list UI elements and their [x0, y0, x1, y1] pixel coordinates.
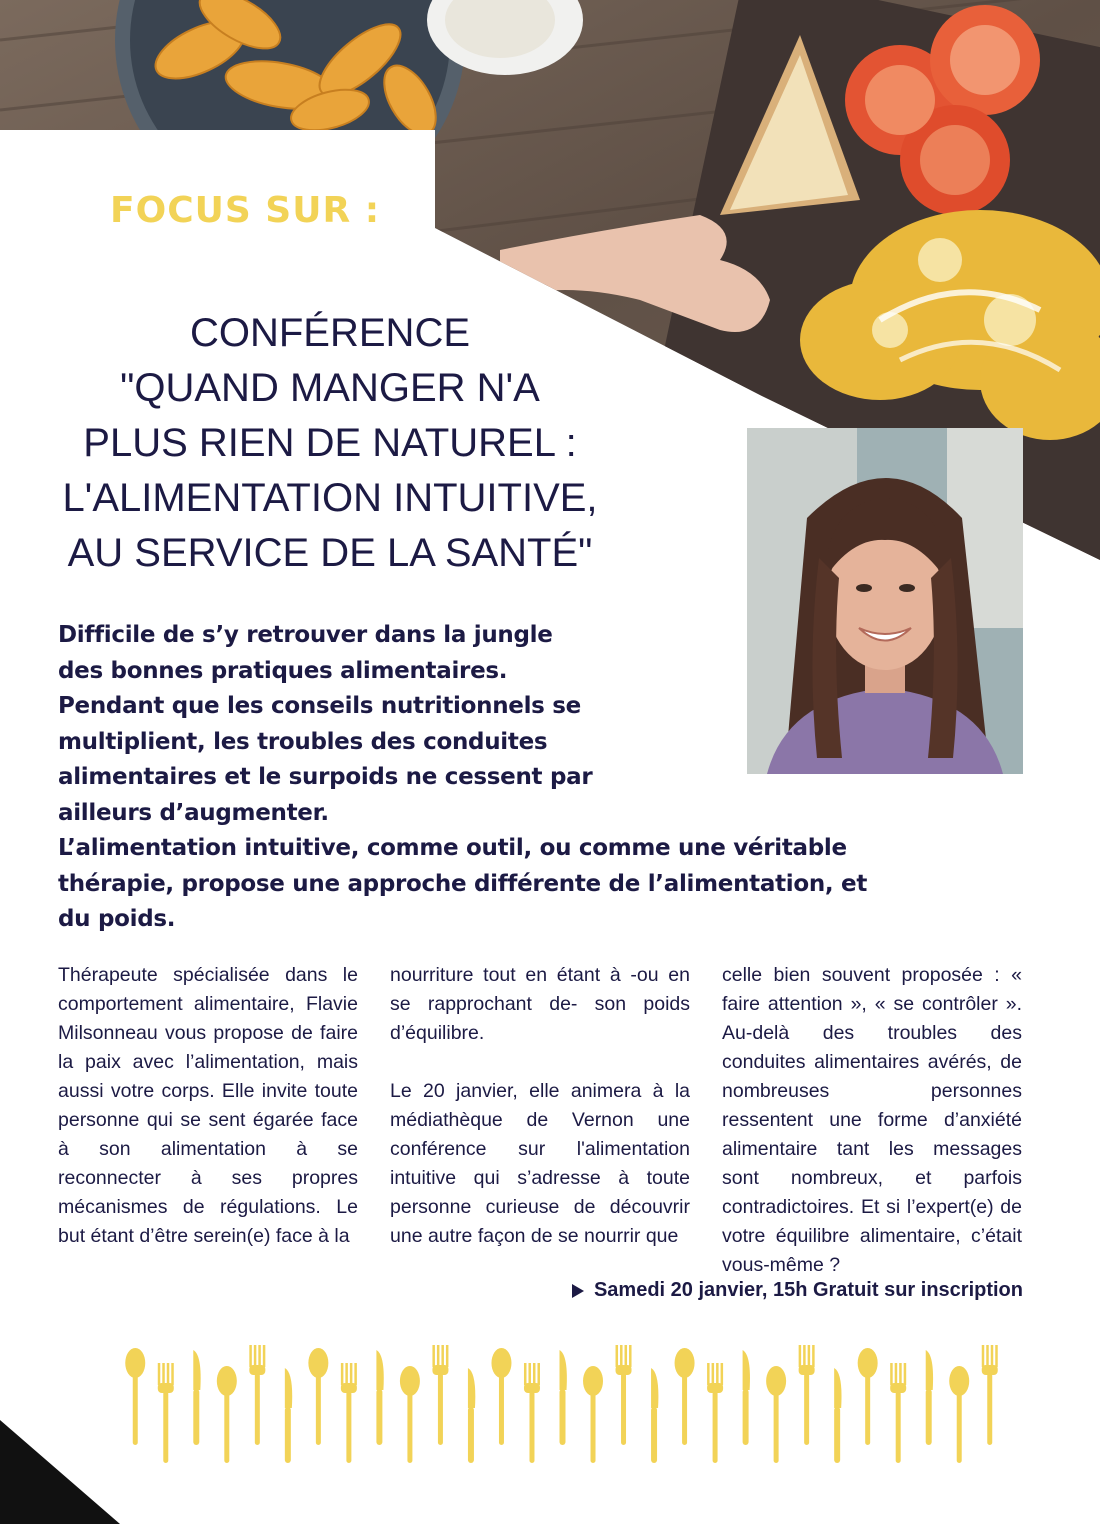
knife-icon: [193, 1350, 200, 1445]
title-line: "QUAND MANGER N'A: [120, 366, 540, 410]
knife-icon: [743, 1350, 750, 1445]
title-line: PLUS RIEN DE NATUREL :: [83, 421, 577, 465]
fork-icon: [890, 1363, 906, 1463]
knife-icon: [560, 1350, 567, 1445]
lead-line: du poids.: [58, 906, 176, 932]
body-column-3: [722, 961, 1022, 1280]
spoon-icon: [766, 1366, 786, 1463]
lead-line: des bonnes pratiques alimentaires.: [58, 657, 508, 684]
lead-line: Pendant que les conseils nutritionnels se: [58, 693, 581, 719]
fork-icon: [158, 1363, 174, 1463]
knife-icon: [926, 1350, 933, 1445]
conference-title: [30, 306, 630, 581]
lead-line: multiplient, les troubles des conduites: [58, 728, 548, 755]
spoon-icon: [583, 1366, 603, 1463]
fork-icon: [432, 1345, 448, 1445]
fork-icon: [616, 1345, 632, 1445]
spoon-icon: [491, 1348, 511, 1445]
spoon-icon: [675, 1348, 695, 1445]
fork-icon: [982, 1345, 998, 1445]
knife-icon: [834, 1368, 841, 1463]
potato-bowl-icon: [115, 0, 465, 215]
play-arrow-icon: [572, 1284, 584, 1298]
knife-icon: [651, 1368, 658, 1463]
cutlery-border: [120, 1345, 1005, 1465]
body-paragraph: Le 20 janvier, elle animera à la médiathèque de Vernon une conférence sur l'alimentation intuitive qui s’adresse à toute personne curieuse de découvrir une autre façon de se nourrir que: [390, 1080, 690, 1247]
knife-icon: [468, 1368, 475, 1463]
spoon-icon: [217, 1366, 237, 1463]
event-text: Samedi 20 janvier, 15h Gratuit sur inscription: [593, 1279, 1023, 1301]
fork-icon: [524, 1363, 540, 1463]
spoon-icon: [949, 1366, 969, 1463]
lead-line: ailleurs d’augmenter.: [58, 799, 329, 826]
spoon-icon: [858, 1348, 878, 1445]
fork-icon: [249, 1345, 265, 1445]
lead-line: thérapie, propose une approche différente de l’alimentation, et: [58, 870, 868, 897]
spoon-icon: [400, 1366, 420, 1463]
body-paragraph: nourriture tout en étant à -ou en se rapprochant de- son poids d’équilibre.: [390, 964, 691, 1044]
knife-icon: [376, 1350, 383, 1445]
body-text: vous propose de faire la paix avec l’alimentation, mais aussi votre corps. Elle invite toute personne qui se sent égarée face à son alimentation à se reconnecter à ses propres mécanismes de régulations. Le but étant d’être serein(e) face à la: [58, 1022, 358, 1247]
spoon-icon: [125, 1348, 145, 1445]
body-column-1: [58, 961, 358, 1251]
fork-icon: [707, 1363, 723, 1463]
lead-line: alimentaires et le surpoids ne cessent par: [58, 764, 593, 790]
body-paragraph: celle bien souvent proposée : « faire attention », « se contrôler ». Au-delà des troubles des conduites alimentaires avérés, de nombreuses personnes ressentent une forme d’anxiété alimentaire tant les messages sont nombreux, et parfois contradictoires. Et si l’expert(e) de votre équilibre alimentaire, c’était vous-même ?: [722, 964, 1023, 1276]
body-column-2: [390, 961, 690, 1251]
body-paragraph: [58, 961, 358, 1251]
knife-icon: [285, 1368, 292, 1463]
title-line: CONFÉRENCE: [189, 311, 471, 355]
fork-icon: [799, 1345, 815, 1445]
title-line: AU SERVICE DE LA SANTÉ": [67, 531, 593, 575]
title-line: L'ALIMENTATION INTUITIVE,: [62, 476, 598, 520]
lead-line: L’alimentation intuitive, comme outil, ou comme une véritable: [58, 835, 847, 861]
speaker-name: Flavie Milsonneau: [58, 993, 358, 1044]
corner-triangle: [0, 1420, 120, 1524]
fork-icon: [341, 1363, 357, 1463]
spoon-icon: [308, 1348, 328, 1445]
event-info: [572, 1279, 1023, 1302]
body-text: Thérapeute spécialisée dans le comportement alimentaire,: [58, 964, 358, 1015]
section-kicker: FOCUS SUR :: [110, 190, 381, 231]
lead-line: Difficile de s’y retrouver dans la jungle: [58, 622, 553, 648]
lead-paragraph: [58, 618, 1018, 938]
